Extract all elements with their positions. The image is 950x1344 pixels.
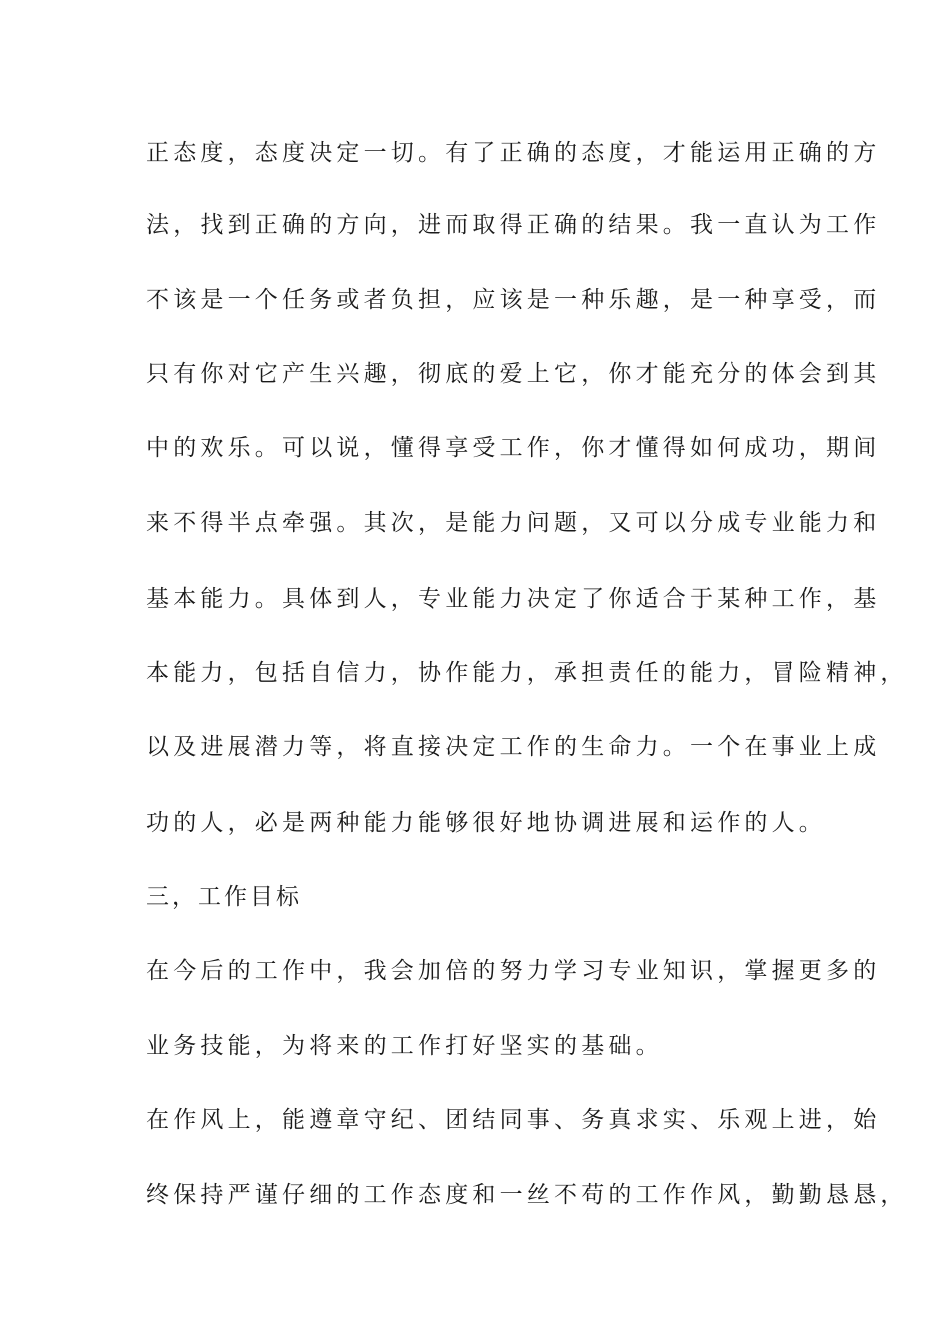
paragraph-line: 来不得半点牵强。其次，是能力问题，又可以分成专业能力和 <box>146 510 881 536</box>
paragraph-line: 法，找到正确的方向，进而取得正确的结果。我一直认为工作 <box>146 212 881 238</box>
paragraph-line: 终保持严谨仔细的工作态度和一丝不苟的工作作风，勤勤恳恳， <box>146 1182 908 1208</box>
paragraph-line: 在今后的工作中，我会加倍的努力学习专业知识，掌握更多的 <box>146 958 881 984</box>
paragraph-line: 在作风上，能遵章守纪、团结同事、务真求实、乐观上进，始 <box>146 1107 881 1133</box>
paragraph-line: 基本能力。具体到人，专业能力决定了你适合于某种工作，基 <box>146 586 881 612</box>
paragraph-line: 不该是一个任务或者负担，应该是一种乐趣，是一种享受，而 <box>146 287 881 313</box>
paragraph-line: 只有你对它产生兴趣，彻底的爱上它，你才能充分的体会到其 <box>146 361 881 387</box>
paragraph-line: 正态度，态度决定一切。有了正确的态度，才能运用正确的方 <box>146 140 881 166</box>
paragraph-line: 本能力，包括自信力，协作能力，承担责任的能力，冒险精神， <box>146 660 908 686</box>
paragraph-line: 以及进展潜力等，将直接决定工作的生命力。一个在事业上成 <box>146 734 881 760</box>
section-heading: 三，工作目标 <box>146 884 302 910</box>
paragraph-line: 中的欢乐。可以说，懂得享受工作，你才懂得如何成功，期间 <box>146 435 881 461</box>
paragraph-line: 功的人，必是两种能力能够很好地协调进展和运作的人。 <box>146 810 826 836</box>
paragraph-line: 业务技能，为将来的工作打好坚实的基础。 <box>146 1033 663 1059</box>
